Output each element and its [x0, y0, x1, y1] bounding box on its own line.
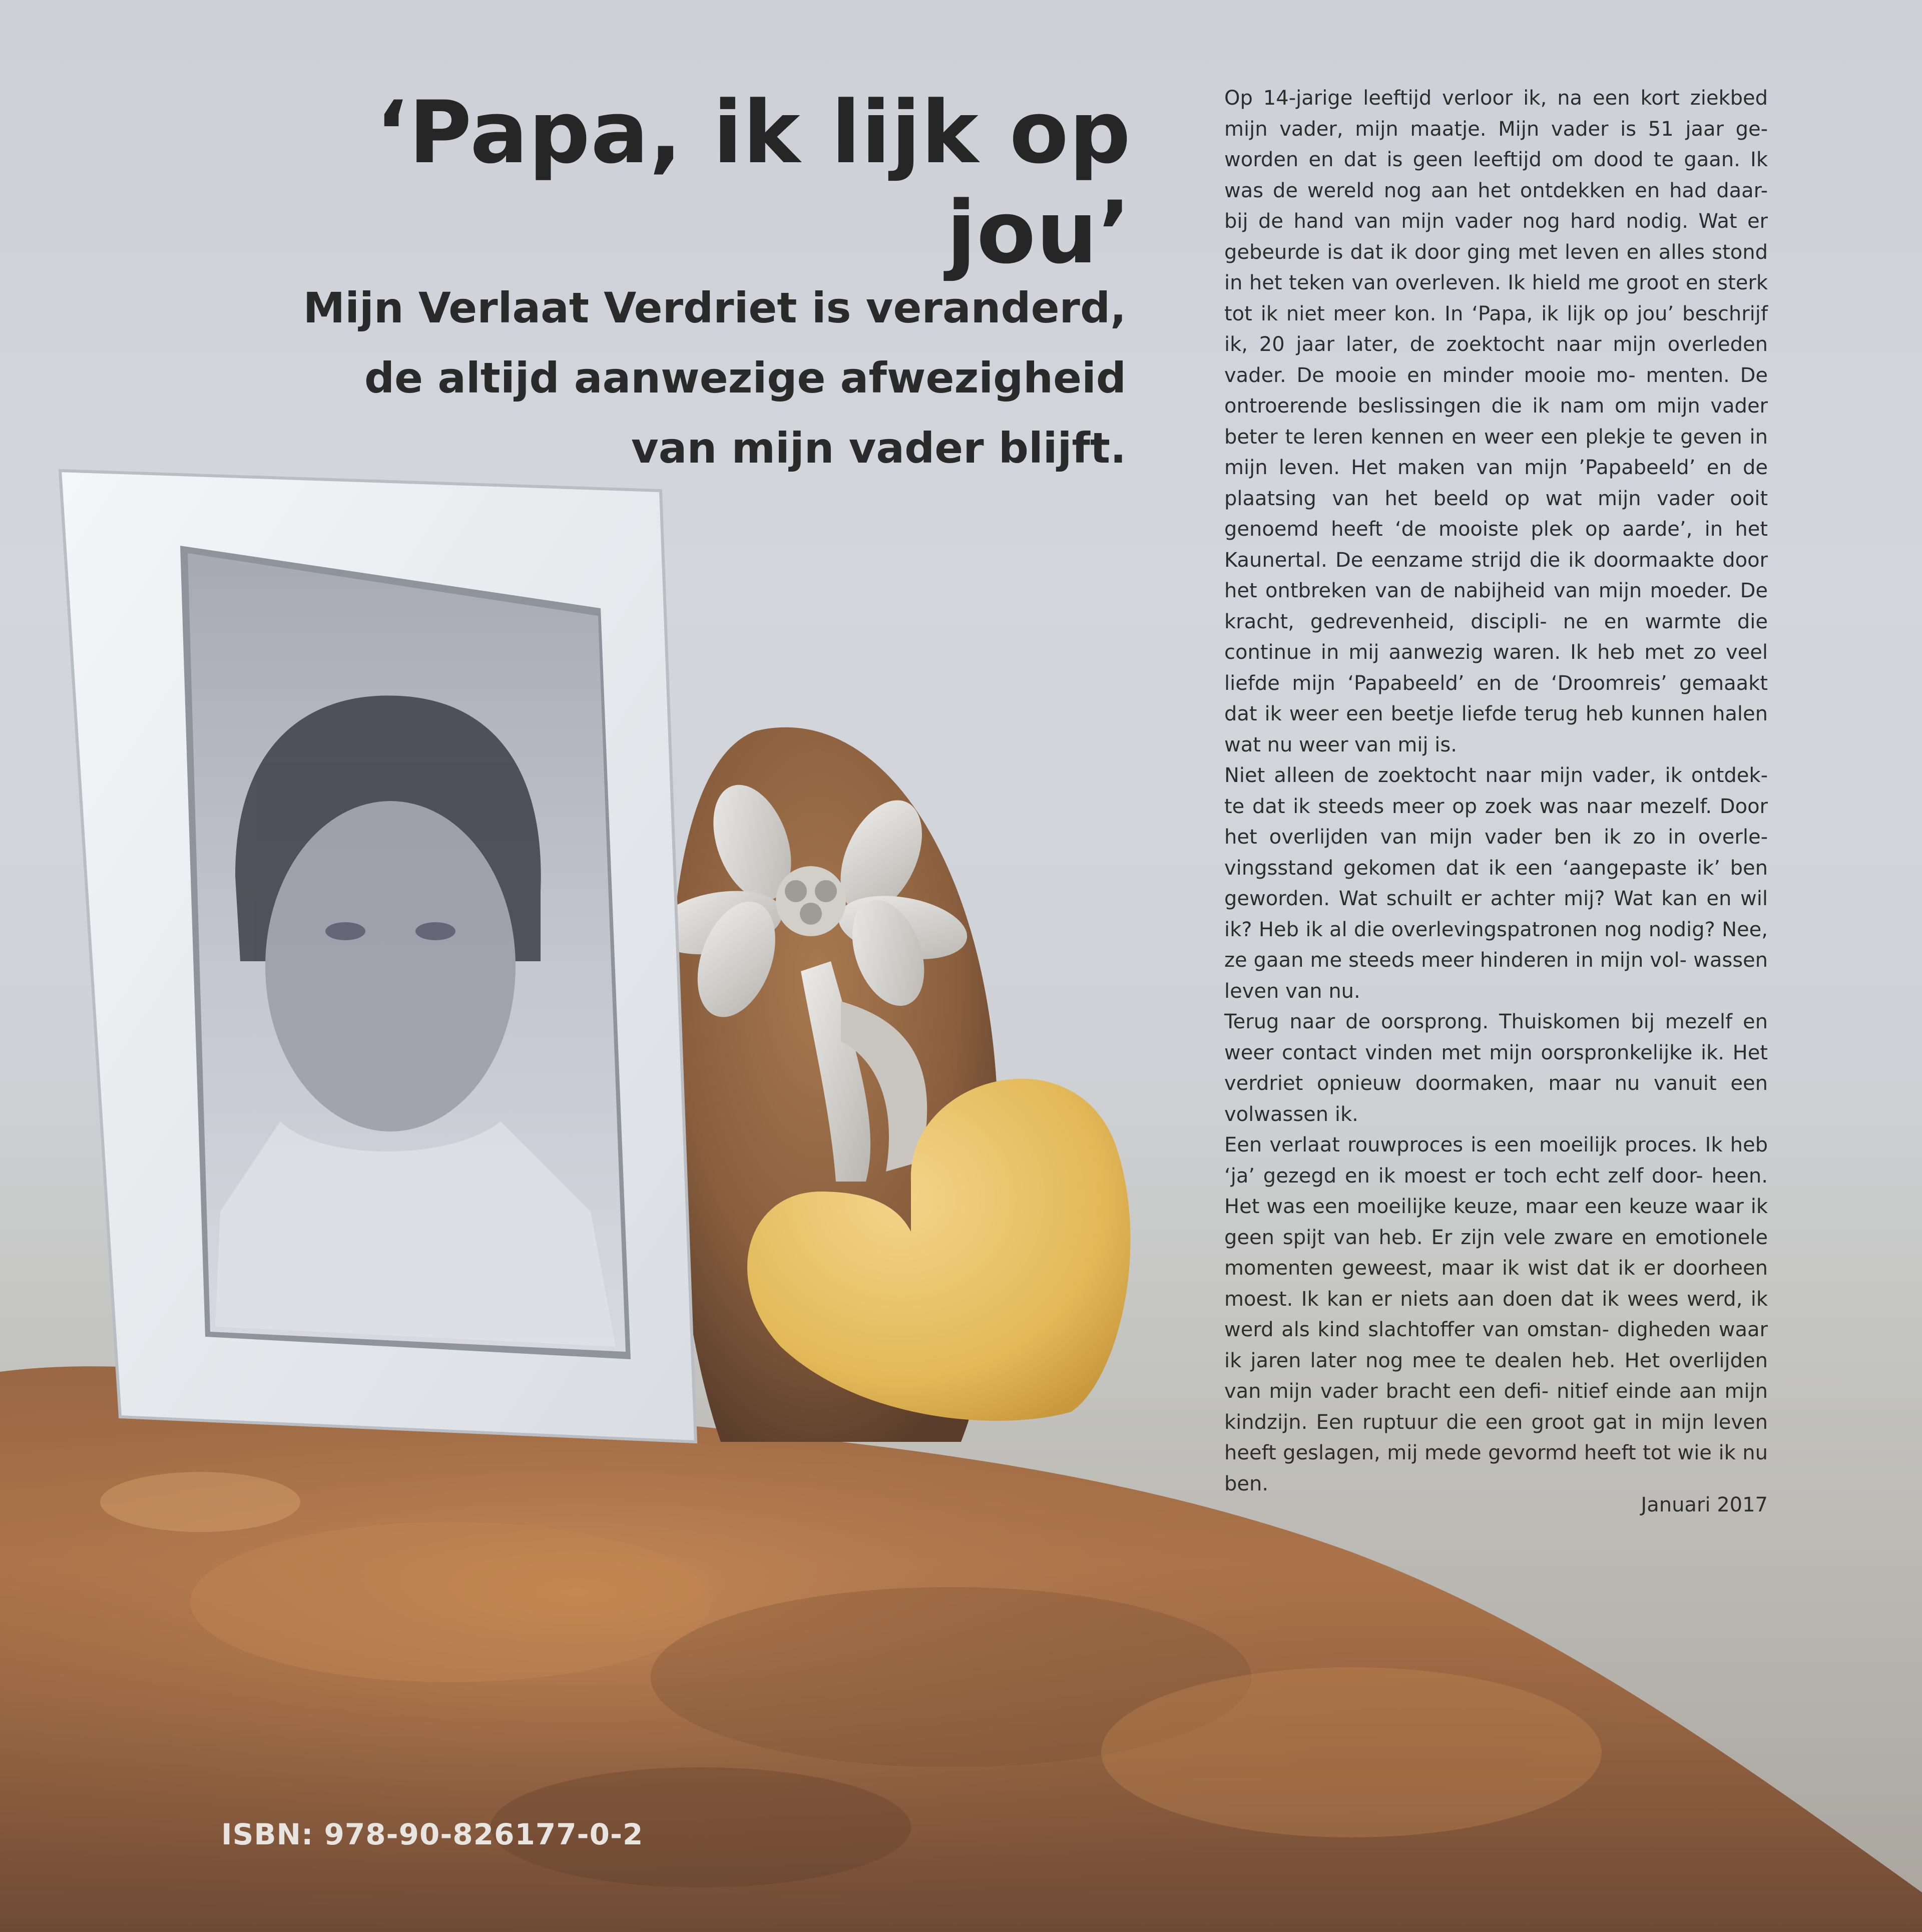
subtitle-line: van mijn vader blijft. — [631, 424, 1126, 473]
book-title: ‘Papa, ik lijk op jou’ — [375, 82, 1131, 283]
blurb-paragraph: Een verlaat rouwproces is een moeilijk proces. Ik heb ‘ja’ gezegd en ik moest er toch echt zelf door- heen. Het was een moeilijke keuze, maar een keuze waar ik geen spijt van heb. Er zijn vele zware en emotionele momenten geweest, maar ik wist dat ik er doorheen moest. Ik kan er niets aan doen dat ik wees werd, ik werd als kind slachtoffer van omstan- digheden waar ik jaren later nog mee te dealen heb. Het overlijden van mijn vader bracht een defi- nitief einde aan mijn kindzijn. Een ruptuur die een groot gat in mijn leven heeft geslagen, mij mede gevormd heeft tot wie ik nu ben. — [1224, 1133, 1768, 1495]
subtitle-line: Mijn Verlaat Verdriet is veranderd, — [303, 283, 1126, 332]
blurb-paragraph: Terug naar de oorsprong. Thuiskomen bij mezelf en weer contact vinden met mijn oorspronkelijke ik. Het verdriet opnieuw doormaken, maar nu vanuit een volwassen ik. — [1224, 1010, 1768, 1126]
photo-frame — [60, 471, 696, 1442]
blurb — [1224, 83, 1768, 1499]
blurb-paragraph: Op 14-jarige leeftijd verloor ik, na een kort ziekbed mijn vader, mijn maatje. Mijn vader is 51 jaar ge- worden en dat is geen leeftijd om dood te gaan. Ik was de wereld nog aan het ontdekken en had daar- bij de hand van mijn vader nog hard nodig. Wat er gebeurde is dat ik door ging met leven en alles stond in het teken van overleven. Ik hield me groot en sterk tot ik niet meer kon. In ‘Papa, ik lijk op jou’ beschrijf ik, 20 jaar later, de zoektocht naar mijn overleden vader. De mooie en minder mooie mo- menten. De ontroerende beslissingen die ik nam om mijn vader beter te leren kennen en weer een plekje te geven in mijn leven. Het maken van mijn ’Papabeeld’ en de plaatsing van het beeld op wat mijn vader ooit genoemd heeft ‘de mooiste plek op aarde’, in het Kaunertal. De eenzame strijd die ik doormaakte door het ontbreken van de nabijheid van mijn moeder. De kracht, gedrevenheid, discipli- ne en warmte die continue in mij aanwezig waren. Ik heb met zo veel liefde mijn ‘Papabeeld’ en de ‘Droomreis’ gemaakt dat ik weer een beetje liefde terug heb kunnen halen wat nu weer van mij is. — [1224, 87, 1768, 756]
book-subtitle — [260, 273, 1126, 483]
blurb-paragraph: Niet alleen de zoektocht naar mijn vader, ik ontdek- te dat ik steeds meer op zoek was naar mezelf. Door het overlijden van mijn vader ben ik zo in overle- vingsstand gekomen dat ik een ‘aangepaste ik’ ben geworden. Wat schuilt er achter mij? Wat kan en wil ik? Heb ik al die overlevingspatronen nog nodig? Nee, ze gaan me steeds meer hinderen in mijn vol- wassen leven van nu. — [1224, 764, 1768, 1003]
subtitle-line: de altijd aanwezige afwezigheid — [364, 353, 1126, 403]
isbn: ISBN: 978-90-826177-0-2 — [221, 1817, 644, 1851]
signoff-date: Januari 2017 — [1641, 1493, 1768, 1516]
